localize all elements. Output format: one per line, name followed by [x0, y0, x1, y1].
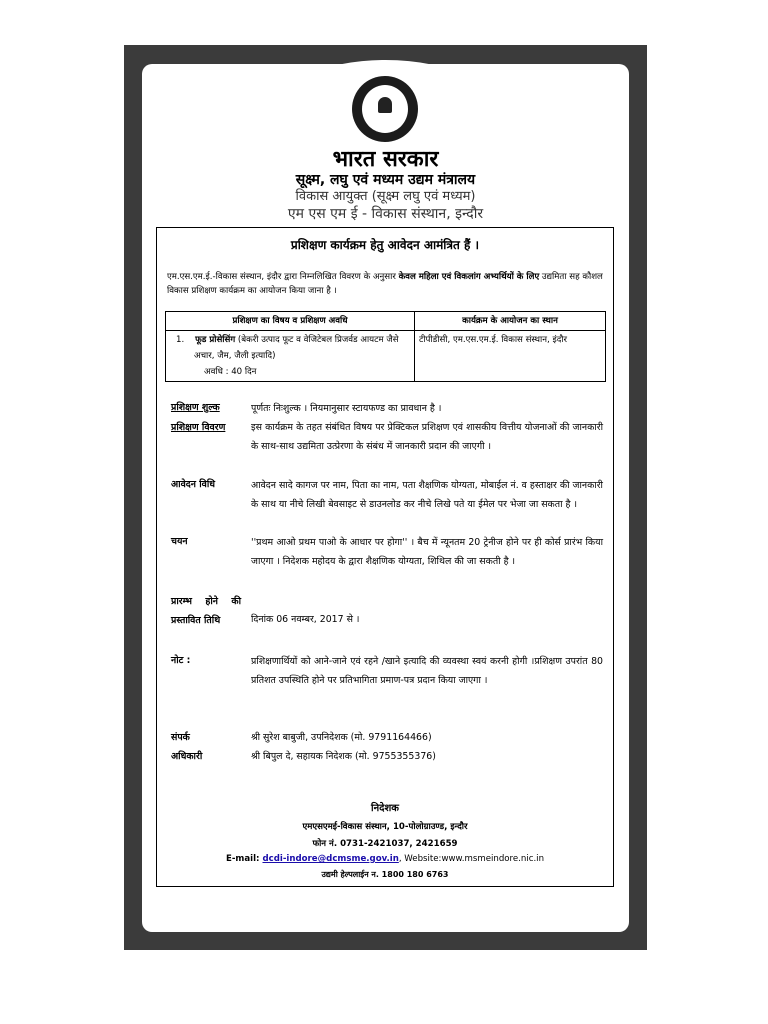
table-header-venue: कार्यक्रम के आयोजन का स्थान	[415, 312, 606, 331]
email-link[interactable]: dcdi-indore@dcmsme.gov.in	[262, 854, 399, 864]
program-topic-cell: 1. फूड प्रोसेसिंग (बेकरी उत्पाद फूट व वेजिटेबल प्रिजर्वड आयटम जैसे अचार, जैम, जैली इत्यादि) अवधि : 40 दिन	[166, 331, 415, 382]
national-emblem-seal-icon	[352, 76, 418, 142]
footer-address: एमएसएमई-विकास संस्थान, 10-पोलोग्राउण्ड, इन्दौर	[302, 822, 468, 832]
intro-paragraph: एम.एस.एम.ई.-विकास संस्थान, इंदौर द्वारा निम्नलिखित विवरण के अनुसार केवल महिला एवं विकलांग अभ्यर्थियों के लिए उद्यमिता सह कौशल विकास प्रशिक्षण कार्यक्रम का आयोजन किया जाना है ।	[167, 272, 603, 296]
program-venue: टीपीडीसी, एम.एस.एम.ई. विकास संस्थान, इंदौर	[415, 331, 606, 382]
notice-title: प्रशिक्षण कार्यक्रम हेतु आवेदन आमंत्रित हैं ।	[290, 238, 480, 252]
lion-capital-icon	[378, 97, 392, 113]
header-ministry: सूक्ष्म, लघु एवं मध्यम उद्यम मंत्रालय	[295, 172, 476, 188]
program-duration: अवधि : 40 दिन	[204, 367, 257, 377]
table-header-topic: प्रशिक्षण का विषय व प्रशिक्षण अवधि	[166, 312, 415, 331]
header-institute: एम एस एम ई - विकास संस्थान, इन्दौर	[287, 206, 484, 222]
table-row	[166, 331, 606, 382]
header-commissioner: विकास आयुक्त (सूक्ष्म लघु एवं मध्यम)	[295, 189, 476, 204]
program-table	[165, 311, 606, 382]
website-text: , Website:www.msmeindore.nic.in	[398, 854, 545, 864]
program-topic: फूड प्रोसेसिंग	[195, 335, 236, 345]
footer-title: निदेशक	[371, 803, 399, 814]
footer-phone: फोन नं. 0731-2421037, 2421659	[312, 839, 458, 849]
footer-helpline: उद्यमी हेल्पलाईन न. 1800 180 6763	[321, 870, 449, 879]
contact-officer-1: श्री सुरेश बाबुजी, उपनिदेशक (मो. 9791164466)	[251, 732, 432, 743]
footer-contact: E-mail: dcdi-indore@dcmsme.gov.in, Website:www.msmeindore.nic.in	[225, 854, 545, 864]
contact-officer-2: श्री बिपुल दे, सहायक निदेशक (मो. 9755355376)	[251, 751, 436, 762]
intro-highlight: केवल महिला एवं विकलांग अभ्यर्थियों के लिए	[398, 272, 540, 282]
header-government: भारत सरकार	[332, 147, 439, 172]
notice-box: प्रशिक्षण कार्यक्रम हेतु आवेदन आमंत्रित हैं । एम.एस.एम.ई.-विकास संस्थान, इंदौर द्वारा निम्नलिखित विवरण के अनुसार केवल महिला एवं विकलांग अभ्यर्थियों के लिए उद्यमिता सह कौशल विकास प्रशिक्षण कार्यक्रम का आयोजन किया जाना है । प्रशिक्षण का विषय व प्रशिक्षण अवधि कार्यक्रम के आयोजन का स्थान 1. फूड प्रोसेसिंग (बेकरी उत्पाद फूट व वेजिटेबल प्रिजर्वड आयटम जैसे अचार, जैम, जैली इत्यादि) अवधि : 40 दिन टीपीडीसी, एम.एस.एम.ई. विकास संस्थान, इंदौर प्रशिक्षण शुल्क पूर्णतः निःशुल्क । नियमानुसार स्टायफण्ड का प्रावधान है । प्रशिक्षण विवरण इस कार्यक्रम के तहत संबंधित विषय पर प्रेक्टिकल प्रशिक्षण एवं शासकीय वित्तीय योजनाओं की जानकारी के साथ-साथ उद्यमिता उत्प्रेरणा के संबंध में जानकारी प्रदान की जाएगी । आवेदन विधि आवेदन सादे कागज पर नाम, पिता का नाम, पता शैक्षणिक योग्यता, मोबाईल नं. व हस्ताक्षर की जानकारी के साथ या नीचे लिखी बेवसाइट से डाउनलोड कर नीचे लिखे पते या ईमेल पर भेजा जा सकता है । चयन ''प्रथम आओ प्रथम पाओ के आधार पर होगा'' । बैच में न्यूनतम 20 ट्रेनीज होने पर ही कोर्स प्रारंभ किया जाएगा । निदेशक महोदय के द्वारा शैक्षणिक योग्यता, शिथिल की जा सकती है । प्रारम्भ होने की प्रस्तावित तिथि दिनांक 06 नवम्बर, 2017 से । नोट : प्रशिक्षणार्थियों को आने-जाने एवं रहने /खाने इत्यादि की व्यवस्था स्वयं करनी होगी ।प्रशिक्षण उपरांत 80 प्रतिशत उपस्थिति होने पर प्रतिभागिता प्रमाण-पत्र प्रदान किया जाएगा । संपर्क अधिकारी श्री सुरेश बाबुजी, उपनिदेशक (मो. 9791164466) श्री बिपुल दे, सहायक निदेशक (मो. 9755355376) निदेशक एमएसएमई-विकास संस्थान, 10-पोलोग्राउण्ड, इन्दौर फोन नं. 0731-2421037, 2421659 E-mail: dcdi-indore@dcmsme.gov.in, Website:www.msmeindore.nic.in उद्यमी हेल्पलाईन न. 1800 180 6763	[156, 227, 614, 887]
